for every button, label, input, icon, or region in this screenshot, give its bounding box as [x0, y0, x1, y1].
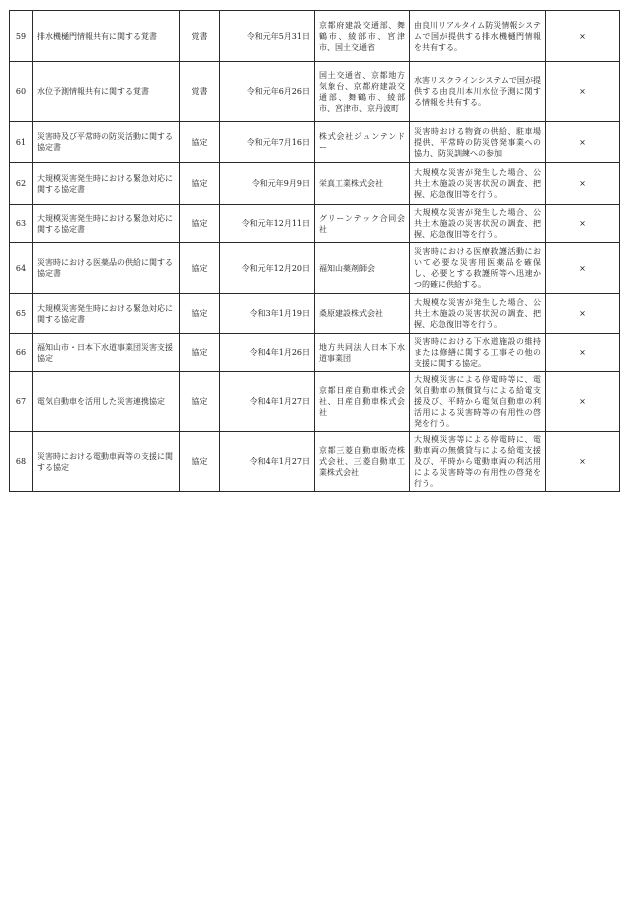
partner-cell: 福知山薬剤師会: [315, 243, 410, 294]
row-number-cell: 68: [10, 432, 33, 492]
content-cell: 大規模な災害が発生した場合、公共土木施設の災害状況の調査、把握、応急復旧等を行う。: [410, 163, 546, 205]
agreement-date-cell: 令和元年5月31日: [220, 11, 315, 62]
agreement-name-cell: 災害時における医薬品の供給に関する協定書: [33, 243, 180, 294]
table-row: [10, 372, 620, 432]
status-mark-cell: ×: [546, 432, 620, 492]
partner-cell: 京都府建設交通部、舞鶴市、綾部市、宮津市、国土交通省: [315, 11, 410, 62]
agreement-date-cell: 令和元年6月26日: [220, 62, 315, 122]
agreements-table-body: [10, 11, 620, 492]
agreement-date-cell: 令和元年12月20日: [220, 243, 315, 294]
agreement-type-cell: 協定: [180, 372, 220, 432]
partner-cell: 京都日産自動車株式会社、日産自動車株式会社: [315, 372, 410, 432]
row-number-cell: 66: [10, 334, 33, 372]
agreement-name-cell: 大規模災害発生時における緊急対応に関する協定書: [33, 294, 180, 334]
agreement-name-cell: 災害時における電動車両等の支援に関する協定: [33, 432, 180, 492]
agreement-date-cell: 令和4年1月27日: [220, 432, 315, 492]
status-mark-cell: ×: [546, 163, 620, 205]
agreement-date-cell: 令和元年12月11日: [220, 205, 315, 243]
agreement-type-cell: 協定: [180, 432, 220, 492]
status-mark-cell: ×: [546, 334, 620, 372]
agreement-date-cell: 令和3年1月19日: [220, 294, 315, 334]
content-cell: 由良川リアルタイム防災情報システムで国が提供する排水機樋門情報を共有する。: [410, 11, 546, 62]
status-mark-cell: ×: [546, 205, 620, 243]
partner-cell: 京都三菱自動車販売株式会社、三菱自動車工業株式会社: [315, 432, 410, 492]
partner-cell: グリーンテック合同会社: [315, 205, 410, 243]
agreement-type-cell: 協定: [180, 163, 220, 205]
status-mark-cell: ×: [546, 294, 620, 334]
partner-cell: 桑原建設株式会社: [315, 294, 410, 334]
partner-cell: 国土交通省、京都地方気象台、京都府建設交通部、舞鶴市、綾部市、宮津市、京丹波町: [315, 62, 410, 122]
row-number-cell: 65: [10, 294, 33, 334]
row-number-cell: 64: [10, 243, 33, 294]
agreement-name-cell: 水位予測情報共有に関する覚書: [33, 62, 180, 122]
agreements-table: [9, 10, 620, 492]
content-cell: 水害リスクラインシステムで国が提供する由良川本川水位予測に関する情報を共有する。: [410, 62, 546, 122]
table-row: [10, 243, 620, 294]
row-number-cell: 62: [10, 163, 33, 205]
table-row: [10, 432, 620, 492]
agreement-name-cell: 電気自動車を活用した災害連携協定: [33, 372, 180, 432]
agreement-type-cell: 覚書: [180, 62, 220, 122]
content-cell: 大規模災害による停電時等に、電気自動車の無償貸与による給電支援及び、平時から電気自動車の利活用による災害時等の有用性の啓発を行う。: [410, 372, 546, 432]
agreement-date-cell: 令和元年9月9日: [220, 163, 315, 205]
content-cell: 災害時における医療救護活動において必要な災害用医薬品を確保し、必要とする救護所等へ迅速かつ的確に供給する。: [410, 243, 546, 294]
row-number-cell: 61: [10, 122, 33, 163]
status-mark-cell: ×: [546, 62, 620, 122]
table-row: [10, 11, 620, 62]
table-row: [10, 122, 620, 163]
agreement-type-cell: 協定: [180, 122, 220, 163]
partner-cell: 栄真工業株式会社: [315, 163, 410, 205]
status-mark-cell: ×: [546, 122, 620, 163]
status-mark-cell: ×: [546, 243, 620, 294]
agreement-type-cell: 協定: [180, 334, 220, 372]
table-row: [10, 334, 620, 372]
content-cell: 大規模な災害が発生した場合、公共土木施設の災害状況の調査、把握、応急復旧等を行う。: [410, 205, 546, 243]
agreement-name-cell: 福知山市・日本下水道事業団災害支援協定: [33, 334, 180, 372]
agreement-type-cell: 協定: [180, 243, 220, 294]
agreement-name-cell: 排水機樋門情報共有に関する覚書: [33, 11, 180, 62]
row-number-cell: 59: [10, 11, 33, 62]
agreement-type-cell: 協定: [180, 294, 220, 334]
table-row: [10, 205, 620, 243]
agreement-name-cell: 災害時及び平常時の防災活動に関する協定書: [33, 122, 180, 163]
row-number-cell: 67: [10, 372, 33, 432]
agreement-date-cell: 令和4年1月27日: [220, 372, 315, 432]
table-row: [10, 294, 620, 334]
row-number-cell: 63: [10, 205, 33, 243]
content-cell: 大規模な災害が発生した場合、公共土木施設の災害状況の調査、把握、応急復旧等を行う。: [410, 294, 546, 334]
agreement-name-cell: 大規模災害発生時における緊急対応に関する協定書: [33, 205, 180, 243]
status-mark-cell: ×: [546, 372, 620, 432]
table-row: [10, 163, 620, 205]
status-mark-cell: ×: [546, 11, 620, 62]
row-number-cell: 60: [10, 62, 33, 122]
agreement-date-cell: 令和4年1月26日: [220, 334, 315, 372]
table-row: [10, 62, 620, 122]
partner-cell: 地方共同法人日本下水道事業団: [315, 334, 410, 372]
agreement-name-cell: 大規模災害発生時における緊急対応に関する協定書: [33, 163, 180, 205]
content-cell: 災害時における下水道施設の維持または修繕に関する工事その他の支援に関する協定。: [410, 334, 546, 372]
content-cell: 災害時おける物資の供給、駐車場提供、平常時の防災啓発事業への協力、防災訓練への参加: [410, 122, 546, 163]
content-cell: 大規模災害等による停電時に、電動車両の無償貸与による給電支援及び、平時から電動車両の利活用による災害時等の有用性の啓発を行う。: [410, 432, 546, 492]
agreement-type-cell: 協定: [180, 205, 220, 243]
agreement-type-cell: 覚書: [180, 11, 220, 62]
agreement-date-cell: 令和元年7月16日: [220, 122, 315, 163]
partner-cell: 株式会社ジュンテンドー: [315, 122, 410, 163]
